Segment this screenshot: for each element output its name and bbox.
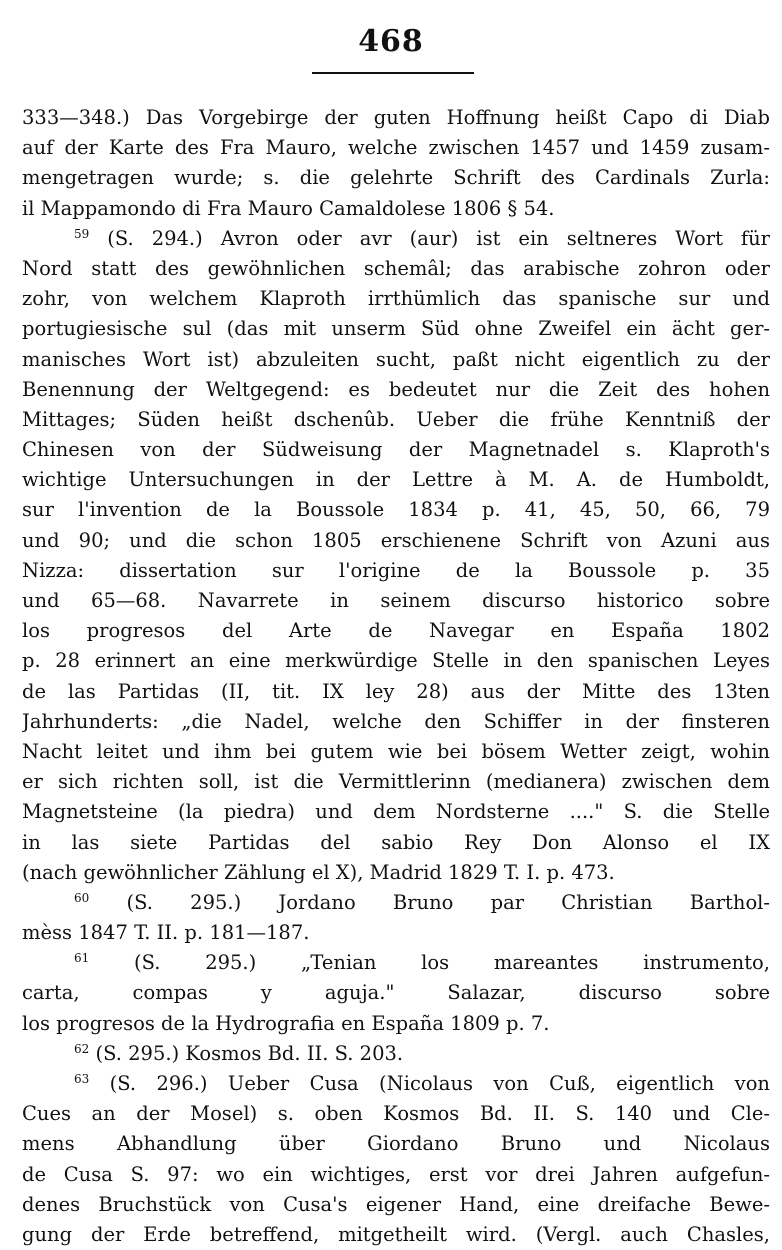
text-line: Chinesen von der Südweisung der Magnetnadel s. Klaproth's xyxy=(22,438,770,462)
text-line: (S. 295.) Jordano Bruno par Christian Barthol- xyxy=(126,890,770,914)
text-line: de Cusa S. 97: wo ein wichtiges, erst vor drei Jahren aufgefun- xyxy=(22,1162,770,1186)
text-line: il Mappamondo di Fra Mauro Camaldolese 1806 § 54. xyxy=(22,196,555,220)
text-line: (S. 295.) „Tenian los mareantes instrumento, xyxy=(134,951,770,975)
text-line: er sich richten soll, ist die Vermittlerinn (medianera) zwischen dem xyxy=(22,770,770,794)
footnote-number: 59 xyxy=(74,226,90,241)
text-line: Magnetsteine (la piedra) und dem Nordsterne ...." S. die Stelle xyxy=(22,800,770,824)
text-line: (S. 294.) Avron oder avr (aur) ist ein seltneres Wort für xyxy=(107,226,770,250)
footnote-number: 61 xyxy=(74,951,90,966)
text-line: mèss 1847 T. II. p. 181—187. xyxy=(22,921,310,945)
text-line: de las Partidas (II, tit. IX ley 28) aus der Mitte des 13ten xyxy=(22,679,770,703)
text-line: los progresos del Arte de Navegar en España 1802 xyxy=(22,619,770,643)
text-line: Nacht leitet und ihm bei gutem wie bei bösem Wetter zeigt, wohin xyxy=(22,739,770,763)
footnote-number: 63 xyxy=(74,1072,90,1086)
text-line: auf der Karte des Fra Mauro, welche zwischen 1457 und 1459 zusam- xyxy=(22,136,770,160)
text-line: Jahrhunderts: „die Nadel, welche den Schiffer in der finsteren xyxy=(22,709,770,733)
footnote-63-line xyxy=(22,1069,770,1099)
footnote-62-line xyxy=(22,1039,770,1069)
header-rule xyxy=(312,72,474,74)
text-line: wichtige Untersuchungen in der Lettre à M. A. de Humboldt, xyxy=(22,468,770,492)
text-line: (nach gewöhnlicher Zählung el X), Madrid 1829 T. I. p. 473. xyxy=(22,860,615,884)
text-line: in las siete Partidas del sabio Rey Don Alonso el IX xyxy=(22,830,770,854)
text-line: p. 28 erinnert an eine merkwürdige Stelle in den spanischen Leyes xyxy=(22,649,770,673)
text-line: los progresos de la Hydrografia en España 1809 p. 7. xyxy=(22,1011,550,1035)
text-line: sur l'invention de la Boussole 1834 p. 41, 45, 50, 66, 79 xyxy=(22,498,770,522)
text-line: 333—348.) Das Vorgebirge der guten Hoffnung heißt Capo di Diab xyxy=(22,106,770,129)
text-line: mengetragen wurde; s. die gelehrte Schrift des Cardinals Zurla: xyxy=(22,166,770,190)
text-line: carta, compas y aguja." Salazar, discurso sobre xyxy=(22,981,770,1005)
footnote-60-line xyxy=(22,888,770,918)
text-line: zohr, von welchem Klaproth irrthümlich das spanische sur und xyxy=(22,287,770,311)
footnotes-text xyxy=(22,103,770,1250)
footnote-number: 62 xyxy=(74,1041,90,1056)
footnote-number: 60 xyxy=(74,890,90,905)
text-line: und 65—68. Navarrete in seinem discurso historico sobre xyxy=(22,589,770,612)
text-line: Nord statt des gewöhnlichen schemâl; das arabische zohron oder xyxy=(22,256,770,280)
text-line: Mittages; Süden heißt dschenûb. Ueber die frühe Kenntniß der xyxy=(22,407,770,431)
page-number: 468 xyxy=(358,24,424,59)
footnote-59-line xyxy=(22,224,770,254)
text-line: manisches Wort ist) abzuleiten sucht, paßt nicht eigentlich zu der xyxy=(22,347,770,371)
text-line: Nizza: dissertation sur l'origine de la Boussole p. 35 xyxy=(22,558,770,582)
text-line: portugiesische sul (das mit unserm Süd ohne Zweifel ein ächt ger- xyxy=(22,317,770,341)
text-line: (S. 295.) Kosmos Bd. II. S. 203. xyxy=(95,1041,404,1065)
text-line: (S. 296.) Ueber Cusa (Nicolaus von Cuß, eigentlich von xyxy=(109,1072,770,1095)
text-line: denes Bruchstück von Cusa's eigener Hand, eine dreifache Bewe- xyxy=(22,1192,770,1216)
text-line: Benennung der Weltgegend: es bedeutet nur die Zeit des hohen xyxy=(22,377,770,401)
text-line: mens Abhandlung über Giordano Bruno und Nicolaus xyxy=(22,1132,770,1156)
footnote-61-line xyxy=(22,948,770,978)
text-line: Cues an der Mosel) s. oben Kosmos Bd. II. S. 140 und Cle- xyxy=(22,1102,770,1126)
text-line: und 90; und die schon 1805 erschienene Schrift von Azuni aus xyxy=(22,528,770,552)
text-line: gung der Erde betreffend, mitgetheilt wird. (Vergl. auch Chasles, xyxy=(22,1222,770,1246)
